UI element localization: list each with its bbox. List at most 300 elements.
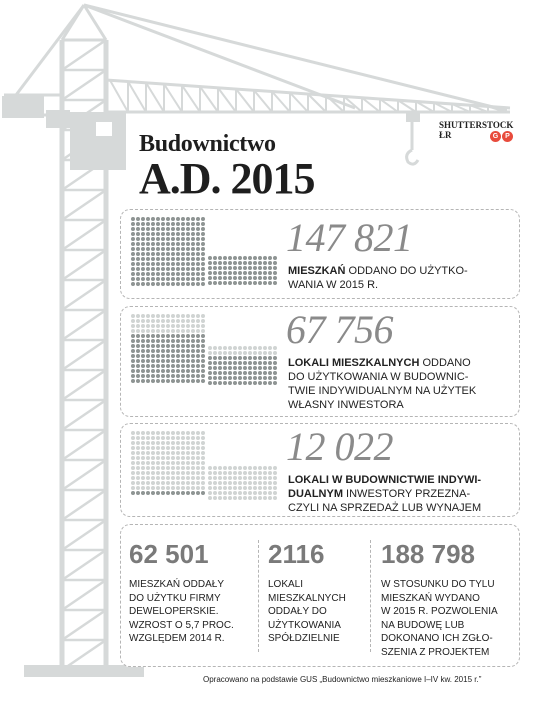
grid-dot — [223, 471, 227, 475]
grid-dot — [181, 267, 185, 271]
grid-dot — [181, 217, 185, 221]
stat-desc-3-text2: CZYLI NA SPRZEDAŻ LUB WYNAJEM — [288, 502, 482, 514]
grid-dot — [146, 277, 150, 281]
grid-dot — [171, 481, 175, 485]
grid-dot — [166, 369, 170, 373]
grid-dot — [151, 242, 155, 246]
grid-dot — [181, 451, 185, 455]
grid-dot — [268, 466, 272, 470]
grid-dot — [268, 346, 272, 350]
grid-dot — [258, 486, 262, 490]
grid-dot — [228, 256, 232, 260]
grid-dot — [273, 261, 277, 265]
grid-dot — [161, 471, 165, 475]
grid-dot — [186, 257, 190, 261]
grid-dot — [176, 252, 180, 256]
grid-dot — [166, 319, 170, 323]
grid-dot — [263, 351, 267, 355]
grid-dot — [218, 376, 222, 380]
stat-value-3: 12 022 — [286, 424, 393, 469]
grid-dot — [171, 329, 175, 333]
grid-dot — [136, 319, 140, 323]
grid-dot — [213, 486, 217, 490]
grid-dot — [238, 381, 242, 385]
dot-grid-1a — [131, 217, 205, 286]
grid-dot — [156, 344, 160, 348]
grid-dot — [156, 369, 160, 373]
grid-dot — [146, 471, 150, 475]
bottom-stat-2-line: MIESZKALNYCH — [268, 592, 346, 604]
grid-dot — [141, 324, 145, 328]
stat-desc-3-lead2: DUALNYM — [288, 488, 343, 500]
grid-dot — [146, 334, 150, 338]
grid-dot — [258, 261, 262, 265]
grid-dot — [176, 267, 180, 271]
grid-dot — [248, 266, 252, 270]
grid-dot — [161, 466, 165, 470]
grid-dot — [176, 257, 180, 261]
grid-dot — [141, 329, 145, 333]
grid-dot — [176, 232, 180, 236]
grid-dot — [171, 456, 175, 460]
grid-dot — [208, 496, 212, 500]
grid-dot — [151, 456, 155, 460]
grid-dot — [171, 277, 175, 281]
grid-dot — [201, 359, 205, 363]
grid-dot — [223, 256, 227, 260]
grid-dot — [156, 267, 160, 271]
grid-dot — [196, 334, 200, 338]
grid-dot — [166, 476, 170, 480]
grid-dot — [151, 441, 155, 445]
grid-dot — [161, 252, 165, 256]
grid-dot — [201, 319, 205, 323]
grid-dot — [186, 222, 190, 226]
grid-dot — [181, 314, 185, 318]
grid-dot — [161, 334, 165, 338]
grid-dot — [176, 349, 180, 353]
grid-dot — [166, 359, 170, 363]
grid-dot — [176, 461, 180, 465]
grid-dot — [196, 481, 200, 485]
grid-dot — [146, 481, 150, 485]
grid-dot — [166, 217, 170, 221]
grid-dot — [186, 314, 190, 318]
grid-dot — [171, 272, 175, 276]
grid-dot — [136, 329, 140, 333]
grid-dot — [176, 324, 180, 328]
grid-dot — [141, 354, 145, 358]
grid-dot — [151, 481, 155, 485]
grid-dot — [218, 466, 222, 470]
grid-dot — [181, 369, 185, 373]
grid-dot — [161, 247, 165, 251]
grid-dot — [136, 282, 140, 286]
grid-dot — [146, 491, 150, 495]
grid-dot — [208, 381, 212, 385]
grid-dot — [191, 272, 195, 276]
grid-dot — [136, 359, 140, 363]
grid-dot — [201, 369, 205, 373]
grid-dot — [243, 261, 247, 265]
grid-dot — [171, 237, 175, 241]
grid-dot — [268, 266, 272, 270]
grid-dot — [171, 252, 175, 256]
grid-dot — [166, 314, 170, 318]
grid-dot — [208, 361, 212, 365]
grid-dot — [213, 261, 217, 265]
grid-dot — [201, 252, 205, 256]
logo-letter-p: P — [502, 131, 513, 142]
grid-dot — [238, 351, 242, 355]
grid-dot — [161, 476, 165, 480]
grid-dot — [171, 217, 175, 221]
grid-dot — [196, 227, 200, 231]
grid-dot — [218, 476, 222, 480]
grid-dot — [273, 266, 277, 270]
grid-dot — [233, 266, 237, 270]
grid-dot — [208, 266, 212, 270]
grid-dot — [258, 376, 262, 380]
grid-dot — [196, 486, 200, 490]
grid-dot — [151, 379, 155, 383]
grid-dot — [146, 272, 150, 276]
bottom-stat-2-line: ODDAŁY DO — [268, 606, 327, 617]
grid-dot — [191, 364, 195, 368]
grid-dot — [238, 361, 242, 365]
grid-dot — [181, 486, 185, 490]
grid-dot — [248, 466, 252, 470]
grid-dot — [201, 441, 205, 445]
grid-dot — [263, 356, 267, 360]
grid-dot — [146, 354, 150, 358]
grid-dot — [253, 466, 257, 470]
grid-dot — [196, 349, 200, 353]
grid-dot — [131, 262, 135, 266]
grid-dot — [248, 361, 252, 365]
grid-dot — [228, 266, 232, 270]
grid-dot — [146, 446, 150, 450]
grid-dot — [228, 376, 232, 380]
grid-dot — [141, 471, 145, 475]
grid-dot — [176, 491, 180, 495]
grid-dot — [191, 451, 195, 455]
grid-dot — [201, 354, 205, 358]
grid-dot — [258, 471, 262, 475]
grid-dot — [186, 267, 190, 271]
grid-dot — [136, 431, 140, 435]
grid-dot — [131, 222, 135, 226]
grid-dot — [233, 356, 237, 360]
grid-dot — [176, 441, 180, 445]
grid-dot — [208, 281, 212, 285]
grid-dot — [196, 364, 200, 368]
grid-dot — [151, 461, 155, 465]
grid-dot — [136, 247, 140, 251]
grid-dot — [253, 276, 257, 280]
grid-dot — [146, 232, 150, 236]
grid-dot — [136, 349, 140, 353]
grid-dot — [186, 354, 190, 358]
grid-dot — [196, 446, 200, 450]
grid-dot — [151, 222, 155, 226]
grid-dot — [156, 441, 160, 445]
grid-dot — [171, 446, 175, 450]
grid-dot — [191, 461, 195, 465]
grid-dot — [196, 267, 200, 271]
grid-dot — [146, 217, 150, 221]
grid-dot — [228, 281, 232, 285]
grid-dot — [176, 334, 180, 338]
grid-dot — [196, 242, 200, 246]
grid-dot — [151, 257, 155, 261]
grid-dot — [233, 376, 237, 380]
grid-dot — [186, 476, 190, 480]
grid-dot — [248, 381, 252, 385]
grid-dot — [156, 257, 160, 261]
grid-dot — [136, 252, 140, 256]
grid-dot — [243, 266, 247, 270]
grid-dot — [218, 491, 222, 495]
grid-dot — [201, 456, 205, 460]
grid-dot — [146, 349, 150, 353]
grid-dot — [131, 354, 135, 358]
grid-dot — [181, 456, 185, 460]
grid-dot — [233, 371, 237, 375]
dot-grid-3a — [131, 431, 205, 495]
grid-dot — [233, 351, 237, 355]
grid-dot — [201, 471, 205, 475]
grid-dot — [228, 491, 232, 495]
grid-dot — [186, 339, 190, 343]
bottom-stat-1-line: MIESZKAŃ ODDAŁY — [129, 579, 225, 590]
grid-dot — [196, 461, 200, 465]
grid-dot — [243, 346, 247, 350]
grid-dot — [156, 227, 160, 231]
grid-dot — [161, 314, 165, 318]
grid-dot — [171, 364, 175, 368]
grid-dot — [218, 281, 222, 285]
grid-dot — [171, 344, 175, 348]
grid-dot — [131, 441, 135, 445]
grid-dot — [156, 232, 160, 236]
bottom-stat-3-line: W 2015 R. POZWOLENIA — [381, 606, 498, 617]
grid-dot — [191, 471, 195, 475]
grid-dot — [196, 471, 200, 475]
grid-dot — [146, 282, 150, 286]
grid-dot — [156, 282, 160, 286]
grid-dot — [161, 359, 165, 363]
grid-dot — [186, 379, 190, 383]
grid-dot — [186, 242, 190, 246]
grid-dot — [213, 476, 217, 480]
grid-dot — [213, 276, 217, 280]
grid-dot — [161, 379, 165, 383]
grid-dot — [181, 324, 185, 328]
grid-dot — [136, 314, 140, 318]
grid-dot — [228, 476, 232, 480]
grid-dot — [218, 471, 222, 475]
grid-dot — [166, 272, 170, 276]
grid-dot — [181, 262, 185, 266]
grid-dot — [136, 257, 140, 261]
grid-dot — [151, 227, 155, 231]
grid-dot — [253, 351, 257, 355]
grid-dot — [161, 267, 165, 271]
grid-dot — [213, 481, 217, 485]
grid-dot — [213, 491, 217, 495]
grid-dot — [151, 491, 155, 495]
grid-dot — [196, 339, 200, 343]
grid-dot — [156, 339, 160, 343]
grid-dot — [268, 361, 272, 365]
grid-dot — [191, 319, 195, 323]
grid-dot — [218, 351, 222, 355]
grid-dot — [201, 314, 205, 318]
grid-dot — [171, 441, 175, 445]
grid-dot — [208, 261, 212, 265]
grid-dot — [201, 329, 205, 333]
grid-dot — [166, 471, 170, 475]
grid-dot — [273, 371, 277, 375]
grid-dot — [151, 476, 155, 480]
grid-dot — [176, 471, 180, 475]
grid-dot — [223, 361, 227, 365]
grid-dot — [186, 491, 190, 495]
grid-dot — [131, 461, 135, 465]
grid-dot — [181, 431, 185, 435]
grid-dot — [171, 334, 175, 338]
grid-dot — [191, 222, 195, 226]
grid-dot — [151, 262, 155, 266]
grid-dot — [223, 466, 227, 470]
grid-dot — [258, 466, 262, 470]
grid-dot — [253, 271, 257, 275]
grid-dot — [228, 361, 232, 365]
page-title-line1: Budownictwo — [139, 131, 276, 157]
grid-dot — [208, 351, 212, 355]
grid-dot — [196, 354, 200, 358]
grid-dot — [213, 471, 217, 475]
grid-dot — [156, 446, 160, 450]
grid-dot — [238, 281, 242, 285]
grid-dot — [196, 344, 200, 348]
grid-dot — [233, 471, 237, 475]
grid-dot — [176, 222, 180, 226]
grid-dot — [233, 481, 237, 485]
grid-dot — [141, 461, 145, 465]
grid-dot — [191, 359, 195, 363]
grid-dot — [146, 456, 150, 460]
grid-dot — [273, 496, 277, 500]
grid-dot — [233, 281, 237, 285]
grid-dot — [186, 237, 190, 241]
grid-dot — [191, 232, 195, 236]
grid-dot — [131, 334, 135, 338]
grid-dot — [186, 227, 190, 231]
grid-dot — [191, 491, 195, 495]
grid-dot — [268, 261, 272, 265]
grid-dot — [171, 242, 175, 246]
grid-dot — [273, 346, 277, 350]
grid-dot — [146, 466, 150, 470]
grid-dot — [136, 272, 140, 276]
grid-dot — [191, 344, 195, 348]
grid-dot — [136, 354, 140, 358]
grid-dot — [176, 339, 180, 343]
grid-dot — [258, 351, 262, 355]
grid-dot — [263, 471, 267, 475]
grid-dot — [273, 381, 277, 385]
grid-dot — [176, 354, 180, 358]
grid-dot — [273, 376, 277, 380]
grid-dot — [228, 261, 232, 265]
grid-dot — [191, 282, 195, 286]
grid-dot — [176, 466, 180, 470]
grid-dot — [233, 476, 237, 480]
stat-value-1: 147 821 — [286, 215, 413, 260]
grid-dot — [238, 376, 242, 380]
grid-dot — [196, 359, 200, 363]
grid-dot — [131, 314, 135, 318]
grid-dot — [146, 364, 150, 368]
grid-dot — [181, 359, 185, 363]
grid-dot — [223, 376, 227, 380]
grid-dot — [136, 232, 140, 236]
grid-dot — [208, 371, 212, 375]
grid-dot — [253, 381, 257, 385]
grid-dot — [213, 266, 217, 270]
grid-dot — [161, 364, 165, 368]
stat-value-2: 67 756 — [286, 307, 393, 352]
grid-dot — [171, 471, 175, 475]
grid-dot — [253, 356, 257, 360]
grid-dot — [243, 356, 247, 360]
grid-dot — [213, 281, 217, 285]
grid-dot — [208, 346, 212, 350]
grid-dot — [171, 491, 175, 495]
grid-dot — [213, 361, 217, 365]
logo-letter-g: G — [490, 131, 501, 142]
grid-dot — [166, 364, 170, 368]
bottom-stat-desc-3 — [381, 578, 498, 659]
grid-dot — [156, 431, 160, 435]
grid-dot — [191, 354, 195, 358]
grid-dot — [258, 361, 262, 365]
grid-dot — [181, 476, 185, 480]
grid-dot — [228, 276, 232, 280]
grid-dot — [171, 379, 175, 383]
grid-dot — [151, 486, 155, 490]
grid-dot — [258, 266, 262, 270]
grid-dot — [136, 379, 140, 383]
grid-dot — [151, 349, 155, 353]
grid-dot — [166, 282, 170, 286]
grid-dot — [161, 339, 165, 343]
grid-dot — [253, 491, 257, 495]
grid-dot — [233, 256, 237, 260]
grid-dot — [161, 262, 165, 266]
grid-dot — [171, 222, 175, 226]
grid-dot — [186, 324, 190, 328]
grid-dot — [176, 481, 180, 485]
grid-dot — [171, 374, 175, 378]
grid-dot — [131, 471, 135, 475]
grid-dot — [243, 496, 247, 500]
dot-grid-2a — [131, 314, 205, 383]
grid-dot — [196, 379, 200, 383]
grid-dot — [131, 369, 135, 373]
